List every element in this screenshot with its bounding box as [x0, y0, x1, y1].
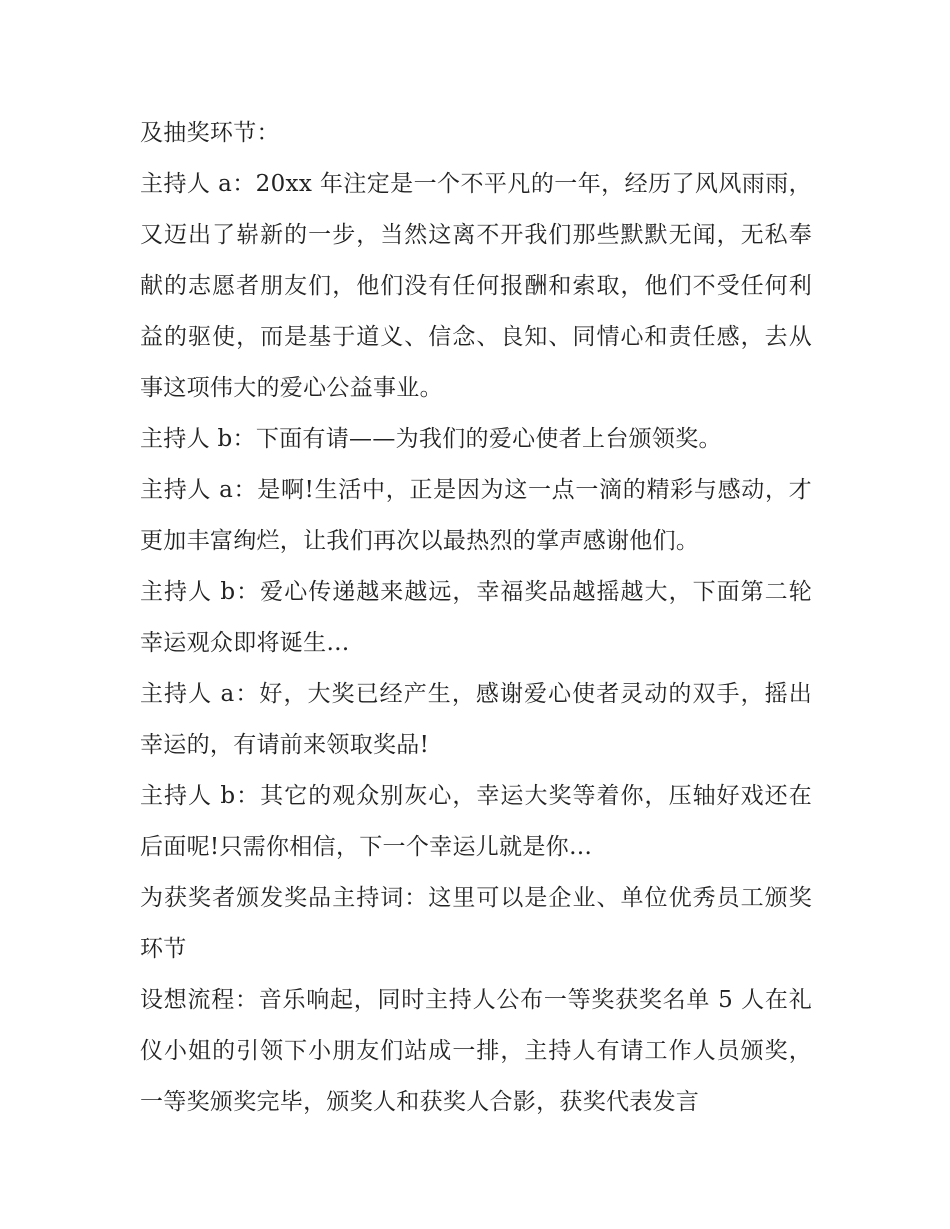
paragraph-flow: 设想流程：音乐响起，同时主持人公布一等奖获奖名单 5 人在礼仪小姐的引领下小朋友们站成一排，主持人有请工作人员颁奖，一等奖颁奖完毕，颁奖人和获奖人合影，获奖代表发言 — [140, 987, 812, 1115]
paragraph-host-b-grand-prize: 主持人 b：其它的观众别灰心，幸运大奖等着你，压轴好戏还在后面呢!只需你相信，下一个幸运儿就是你… — [140, 783, 812, 860]
paragraph-host-a-year: 主持人 a：20xx 年注定是一个不平凡的一年，经历了风风雨雨，又迈出了崭新的一步，当然这离不开我们那些默默无闻，无私奉献的志愿者朋友们，他们没有任何报酬和索取，他们不受任何利益的驱使，而是基于道义、信念、良知、同情心和责任感，去从事这项伟大的爱心公益事业。 — [140, 171, 812, 401]
paragraph-lottery-intro: 及抽奖环节： — [140, 120, 280, 146]
document-body — [140, 108, 812, 1128]
paragraph-host-a-prize: 主持人 a：好，大奖已经产生，感谢爱心使者灵动的双手，摇出幸运的，有请前来领取奖品! — [140, 681, 812, 758]
paragraph-host-b-invite: 主持人 b：下面有请——为我们的爱心使者上台颁领奖。 — [140, 426, 722, 452]
paragraph-host-b-second-round: 主持人 b：爱心传递越来越远，幸福奖品越摇越大，下面第二轮幸运观众即将诞生… — [140, 579, 812, 656]
paragraph-host-a-thanks: 主持人 a：是啊!生活中，正是因为这一点一滴的精彩与感动，才更加丰富绚烂，让我们再次以最热烈的掌声感谢他们。 — [140, 477, 812, 554]
paragraph-award-speech: 为获奖者颁发奖品主持词：这里可以是企业、单位优秀员工颁奖环节 — [140, 885, 812, 962]
